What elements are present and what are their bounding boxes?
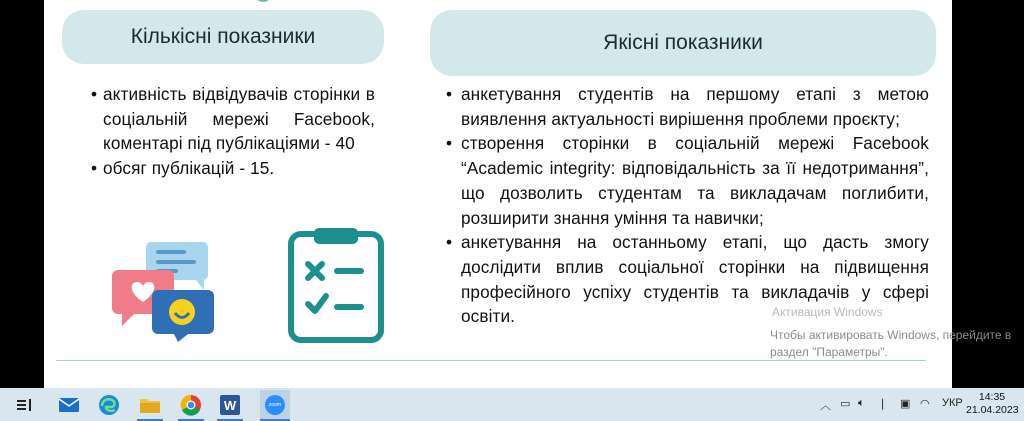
clock-time: 14:35 <box>978 391 1006 403</box>
list-item: • анкетування студентів на першому етапі з метою виявлення актуальності вирішення проблеми проєкту; <box>446 82 929 131</box>
decorative-dot <box>256 0 270 2</box>
speaker-icon[interactable]: 🔈︎ <box>858 397 865 409</box>
qualitative-list <box>446 82 929 329</box>
activation-line: раздел "Параметры". <box>770 345 888 359</box>
clock-date: 21.04.2023 <box>966 404 1019 416</box>
word-icon[interactable] <box>217 392 243 418</box>
edge-browser-icon[interactable] <box>96 392 122 418</box>
battery-icon[interactable]: ▭ <box>840 398 851 410</box>
zoom-icon-label: zoom <box>265 395 285 415</box>
chrome-icon[interactable] <box>178 392 204 418</box>
quantitative-list <box>91 82 375 181</box>
checklist-icon <box>288 226 384 344</box>
list-item: • створення сторінки в соціальній мережі Facebook “Academic integrity: відповідальність за її недотримання”, що дозволить студентам та викладачам поглибити, розширити знання уміння та навички; <box>446 131 929 230</box>
quantitative-title-box <box>62 10 384 64</box>
quantitative-title: Кількісні показники <box>130 25 316 48</box>
list-item: • анкетування на останньому етапі, що дасть змогу дослідити вплив соціальної сторінки на підвищення професійного успіху студентів та викладачів у сфері освіти. <box>446 230 929 329</box>
activation-title: Активация Windows <box>772 305 883 319</box>
word-icon-label: W <box>220 395 240 415</box>
task-view-icon[interactable] <box>12 392 38 418</box>
list-item: • обсяг публікацій - 15. <box>91 156 375 181</box>
list-item: • активність відвідувачів сторінки в соціальній мережі Facebook, коментарі під публікаціями - 40 <box>91 82 375 156</box>
activation-line: Чтобы активировать Windows, перейдите в <box>770 328 1012 342</box>
clock[interactable] <box>966 391 1018 417</box>
social-chat-icon <box>108 238 218 344</box>
wifi-icon[interactable]: ◠ <box>920 398 930 410</box>
qualitative-title: Якісні показники <box>603 31 763 54</box>
chevron-up-icon[interactable]: ︿ <box>820 400 831 412</box>
mail-icon[interactable] <box>56 392 82 418</box>
file-explorer-icon[interactable] <box>137 392 163 418</box>
qualitative-title-box <box>430 10 936 76</box>
zoom-app-icon[interactable] <box>260 390 290 420</box>
language-indicator[interactable]: УКР <box>942 397 963 409</box>
taskbar <box>0 388 1024 421</box>
notification-icon[interactable]: ▣ <box>900 398 911 410</box>
microphone-icon[interactable]: ❘ <box>878 398 888 410</box>
